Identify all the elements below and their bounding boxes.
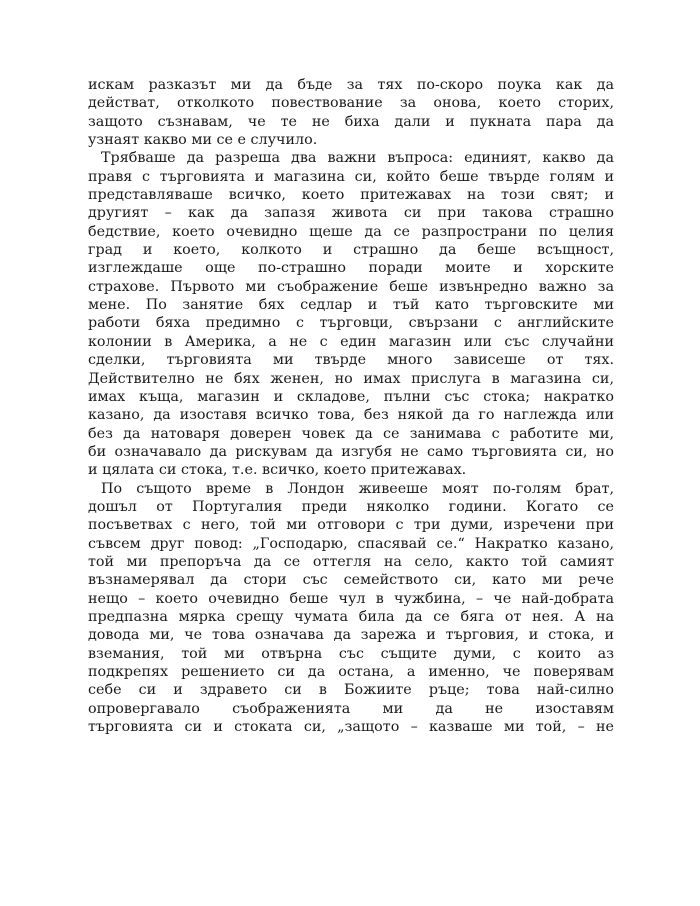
text-line: град и което, колкото и страшно да беше всъщност,	[88, 242, 614, 259]
page-text	[88, 76, 614, 736]
text-line: защото съзнавам, че те не биха дали и пукната пара да	[88, 113, 614, 130]
text-line: посъветвах с него, той ми отговори с три думи, изречени при	[88, 517, 614, 534]
text-line: По същото време в Лондон живееше моят по-голям брат,	[101, 480, 614, 497]
text-line: и цялата си стока, т.е. всичко, което притежавах.	[88, 462, 467, 479]
text-line: себе си и здравето си в Божиите ръце; това най-силно	[88, 682, 614, 699]
text-line: другият – как да запазя живота си при такова страшно	[88, 205, 614, 222]
text-line: колонии в Америка, а не с един магазин или със случайни	[88, 333, 614, 350]
text-line: той ми препоръча да се оттегля на село, както той самият	[88, 553, 614, 570]
text-line: без да натоваря доверен човек да се занимава с работите ми,	[88, 425, 614, 442]
text-line: представляваше всичко, което притежавах на този свят; и	[88, 187, 614, 204]
text-line: Трябваше да разреша два важни въпроса: единият, какво да	[101, 150, 614, 167]
text-line: имах къща, магазин и складове, пълни със стока; накратко	[88, 388, 614, 405]
paragraph	[88, 149, 614, 479]
text-line: узнаят какво ми се е случило.	[88, 132, 318, 149]
text-line: сделки, търговията ми твърде много зависеше от тях.	[88, 352, 614, 369]
text-line: нещо – което очевидно беше чул в чужбина, – че най-добрата	[88, 590, 614, 607]
text-line: действат, отколкото повествование за онова, което сторих,	[88, 95, 614, 112]
text-line: изглеждаше още по-страшно поради моите и хорските	[88, 260, 614, 277]
text-line: опровергавало съображенията ми да не изоставям	[88, 700, 614, 717]
text-line: съвсем друг повод: „Господарю, спасявай се.“ Накратко казано,	[88, 535, 614, 552]
text-line: правя с търговията и магазина си, който беше твърде голям и	[88, 168, 614, 185]
text-line: възнамерявал да стори със семейството си, като ми рече	[88, 572, 614, 589]
text-line: работи бяха предимно с търговци, свързани с английските	[88, 315, 614, 332]
text-line: искам разказът ми да бъде за тях по-скоро поука как да	[88, 77, 614, 93]
paragraph	[88, 480, 614, 737]
text-line: Действително не бях женен, но имах прислуга в магазина си,	[88, 370, 614, 387]
text-line: дошъл от Португалия преди няколко години. Когато се	[88, 498, 614, 515]
text-line: търговията си и стоката си, „защото – казваше ми той, – не	[88, 719, 614, 736]
text-line: казано, да изоставя всичко това, без някой да го наглежда или	[88, 407, 614, 424]
text-line: мене. По занятие бях седлар и тъй като търговските ми	[88, 297, 614, 314]
text-line: предпазна мярка срещу чумата била да се бяга от нея. А на	[88, 608, 614, 625]
text-line: би означавало да рискувам да изгубя не само търговията си, но	[88, 443, 614, 460]
paragraph	[88, 76, 614, 149]
text-line: подкрепях решението си да остана, а именно, че поверявам	[88, 664, 614, 680]
text-line: страхове. Първото ми съображение беше извънредно важно за	[88, 278, 614, 295]
text-line: довода ми, че това означава да зарежа и търговия, и стока, и	[88, 627, 614, 644]
text-line: вземания, той ми отвърна със същите думи, с които аз	[88, 645, 614, 662]
text-line: бедствие, което очевидно щеше да се разпространи по целия	[88, 223, 614, 240]
